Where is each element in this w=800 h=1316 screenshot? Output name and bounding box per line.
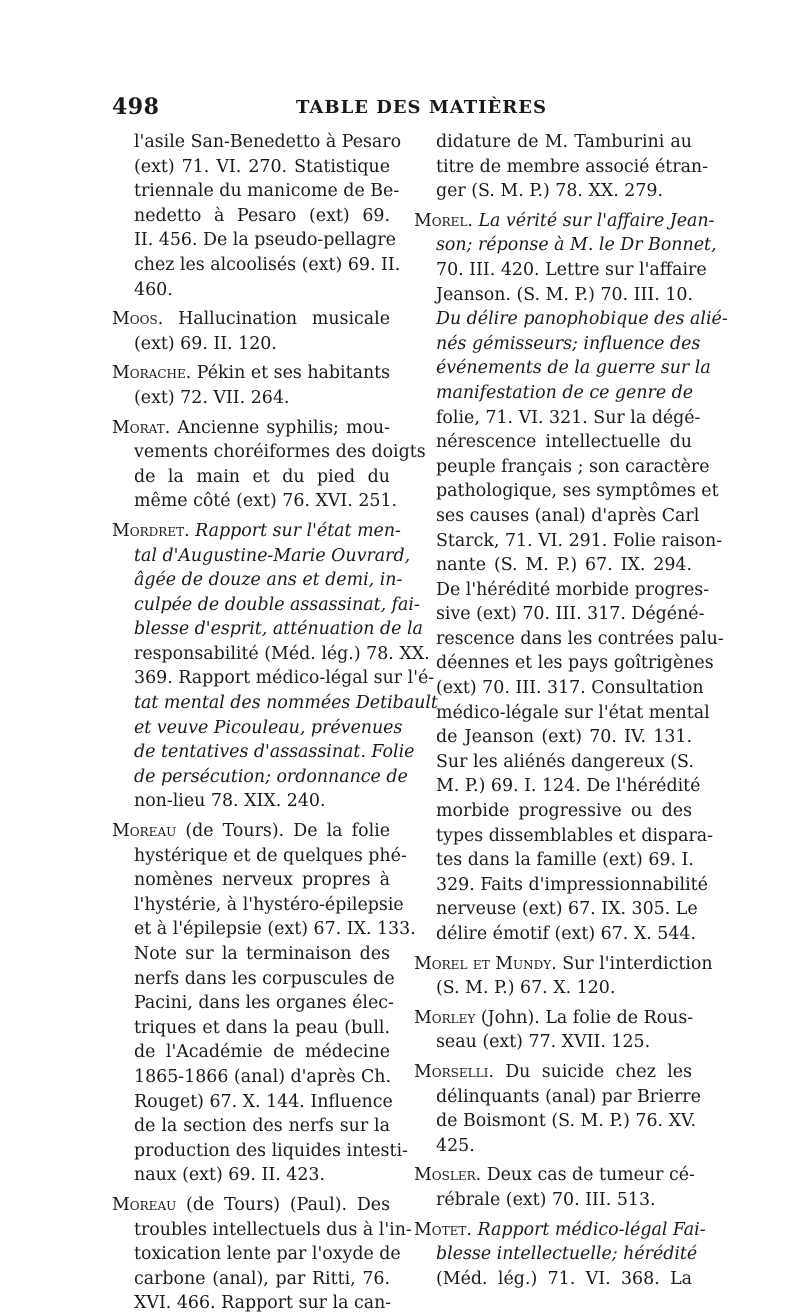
line-text: carbone (anal), par Ritti, 76. [134, 1268, 390, 1289]
index-text-line [112, 1016, 390, 1041]
index-text-line [414, 455, 710, 480]
line-text: seau (ext) 77. XVII. 125. [436, 1032, 651, 1053]
line-text: son; réponse à M. le Dr Bonnet, [436, 235, 717, 256]
line-text: titre de membre associé étran- [436, 156, 709, 177]
line-text: nerveuse (ext) 67. IX. 305. Le [436, 899, 698, 920]
index-text-line [112, 204, 390, 229]
line-text: de tentatives d'assassinat. Folie [134, 742, 415, 763]
line-text: 425. [436, 1135, 475, 1156]
index-text-line [112, 1114, 390, 1139]
index-text-line [112, 228, 396, 253]
line-text: (de Tours) (Paul). Des [176, 1194, 390, 1215]
index-text-line [112, 1040, 390, 1065]
line-text: Starck, 71. VI. 291. Folie raison- [436, 530, 723, 551]
index-text-line [414, 799, 692, 824]
index-text-line [414, 578, 710, 603]
index-text-line [112, 716, 403, 741]
entry-author-name: Mordret. [112, 520, 190, 541]
line-text: types dissemblables et dispara- [436, 825, 714, 846]
index-text-line [112, 868, 390, 893]
line-text: ger (S. M. P.) 78. XX. 279. [436, 181, 664, 202]
entry-author-name: Morache. [112, 363, 192, 384]
line-text: morbide progressive ou des [436, 801, 692, 822]
line-text: blesse d'esprit, atténuation de la [134, 619, 423, 640]
index-text-line [414, 848, 692, 873]
line-text: naux (ext) 69. II. 423. [134, 1165, 325, 1186]
index-entry-line [414, 952, 713, 977]
line-text: toxication lente par l'oxyde de [134, 1244, 401, 1265]
index-entry-line [112, 361, 390, 386]
line-text: de Boismont (S. M. P.) 76. XV. [436, 1111, 696, 1132]
line-text: 460. [134, 279, 173, 300]
line-text: de l'Académie de médecine [134, 1042, 390, 1063]
line-text: rescence dans les contrées palu- [436, 628, 724, 649]
line-text: blesse intellectuelle; hérédité [436, 1244, 698, 1265]
line-text: nés gémisseurs; influence des [436, 333, 701, 354]
index-text-line [112, 278, 390, 303]
line-text: vements choréiformes des doigts [134, 442, 426, 463]
entry-author-name: Morel. [414, 210, 473, 231]
index-text-line [414, 774, 701, 799]
line-text: nérescence intellectuelle du [436, 432, 692, 453]
index-text-line [112, 544, 411, 569]
index-text-line [414, 1188, 692, 1213]
line-text: Jeanson. (S. M. P.) 70. III. 10. [436, 284, 694, 305]
line-text: nomènes nerveux propres à [134, 870, 390, 891]
index-entry-line [414, 209, 715, 234]
index-text-line [112, 666, 435, 691]
index-text-line [414, 1242, 698, 1267]
line-text: II. 456. De la pseudo-pellagre [134, 230, 396, 251]
index-text-line [414, 430, 692, 455]
entry-author-name: Moos. [112, 309, 164, 330]
index-text-line [414, 1030, 692, 1055]
index-text-line [414, 283, 692, 308]
line-text: déennes et les pays goîtrigènes [436, 653, 714, 674]
index-text-line [112, 1065, 390, 1090]
entry-author-name: Moreau [112, 821, 177, 842]
line-text: (John). La folie de Rous- [475, 1007, 694, 1028]
line-text: médico-légale sur l'état mental [436, 702, 710, 723]
line-text: manifestation de ce genre de [436, 382, 694, 403]
line-text: hystérique et de quelques phé- [134, 845, 407, 866]
index-entry-line [112, 1193, 390, 1218]
line-text: rébrale (ext) 70. III. 513. [436, 1189, 656, 1210]
index-text-line [112, 1267, 390, 1292]
index-entry-line [414, 1163, 695, 1188]
line-text: pathologique, ses symptômes et [436, 481, 719, 502]
line-text: délinquants (anal) par Brierre [436, 1086, 701, 1107]
entry-author-name: Morat. [112, 417, 171, 438]
line-text: La vérité sur l'affaire Jean- [472, 210, 715, 231]
line-text: l'asile San-Benedetto à Pesaro [134, 132, 402, 152]
line-text: Ancienne syphilis; mou- [170, 417, 390, 438]
index-text-line [112, 1291, 390, 1316]
index-text-line [112, 1242, 401, 1267]
index-text-line [112, 179, 400, 204]
index-text-line [414, 381, 692, 406]
line-text: Note sur la terminaison des [134, 944, 390, 964]
index-entry-line [414, 1218, 706, 1243]
line-text: XVI. 466. Rapport sur la can- [134, 1293, 392, 1314]
line-text: et à l'épilepsie (ext) 67. IX. 133. [134, 919, 416, 940]
line-text: peuple français ; son caractère [436, 456, 710, 477]
running-head: TABLE DES MATIÈRES [296, 97, 547, 118]
index-text-line [414, 1085, 701, 1110]
entry-author-name: Mosler. [414, 1165, 482, 1186]
index-text-line [112, 440, 426, 465]
index-entry-line [112, 519, 401, 544]
line-text: tat mental des nommées Detibault [134, 693, 438, 714]
line-text: (ext) 72. VII. 264. [134, 387, 290, 408]
entry-author-name: Motet. [414, 1219, 472, 1240]
index-text-line [112, 1090, 393, 1115]
page-number: 498 [112, 94, 160, 120]
index-text-line [112, 617, 423, 642]
index-text-line [414, 873, 708, 898]
line-text: chez les alcoolisés (ext) 69. II. [134, 254, 401, 275]
index-text-line [112, 465, 390, 490]
index-text-line [112, 332, 390, 357]
entry-author-name: Morley [414, 1007, 476, 1028]
index-text-line [112, 1218, 412, 1243]
index-text-line [112, 130, 402, 155]
index-text-line [414, 553, 692, 578]
index-text-line [414, 701, 710, 726]
index-text-line [414, 179, 692, 204]
index-text-line [414, 976, 692, 1001]
index-text-line [414, 1267, 692, 1292]
line-text: âgée de douze ans et demi, in- [134, 570, 403, 591]
index-text-line [112, 991, 394, 1016]
index-text-line [414, 602, 705, 627]
line-text: M. P.) 69. I. 124. De l'hérédité [436, 776, 701, 797]
line-text: nante (S. M. P.) 67. IX. 294. [436, 555, 692, 576]
index-text-line [414, 676, 704, 701]
index-text-line [414, 897, 698, 922]
index-text-line [414, 750, 692, 775]
line-text: (ext) 70. III. 317. Consultation [436, 678, 704, 699]
line-text: culpée de double assassinat, fai- [134, 594, 420, 615]
line-text: 1865-1866 (anal) d'après Ch. [134, 1066, 392, 1087]
index-text-line [414, 356, 711, 381]
line-text: et veuve Picouleau, prévenues [134, 717, 403, 738]
line-text: de persécution; ordonnance de [134, 766, 408, 787]
index-entry-line [112, 819, 390, 844]
line-text: non-lieu 78. XIX. 240. [134, 791, 326, 812]
index-text-line [112, 691, 438, 716]
line-text: troubles intellectuels dus à l'in- [134, 1219, 412, 1240]
index-text-line [112, 253, 401, 278]
line-text: Sur les aliénés dangereux (S. [436, 751, 694, 772]
right-column [414, 130, 728, 1291]
line-text: Du suicide chez les [493, 1061, 692, 1082]
index-text-line [112, 1139, 408, 1164]
line-text: 369. Rapport médico-légal sur l'é- [134, 668, 435, 689]
index-text-line [112, 765, 408, 790]
line-text: Sur l'interdiction [556, 953, 713, 974]
line-text: nerfs dans les corpuscules de [134, 968, 395, 989]
line-text: (ext) 69. II. 120. [134, 333, 277, 354]
line-text: Du délire panophobique des alié- [436, 309, 728, 330]
line-text: nedetto à Pesaro (ext) 69. [134, 205, 390, 226]
line-text: (de Tours). De la folie [176, 821, 390, 842]
line-text: Pacini, dans les organes élec- [134, 993, 394, 1014]
index-text-line [414, 258, 707, 283]
index-text-line [414, 651, 714, 676]
index-text-line [112, 568, 403, 593]
line-text: De l'hérédité morbide progres- [436, 579, 710, 600]
line-text: événements de la guerre sur la [436, 358, 711, 379]
line-text: triennale du manicome de Be- [134, 181, 400, 202]
index-text-line [414, 406, 701, 431]
index-text-line [414, 332, 701, 357]
line-text: de la main et du pied du [134, 466, 390, 487]
index-text-line [414, 504, 700, 529]
line-text: 70. III. 420. Lettre sur l'affaire [436, 259, 707, 280]
index-entry-line [414, 1006, 692, 1031]
index-text-line [414, 627, 724, 652]
index-text-line [414, 155, 709, 180]
line-text: l'hystérie, à l'hystéro-épilepsie [134, 894, 404, 915]
line-text: même côté (ext) 76. XVI. 251. [134, 491, 398, 512]
line-text: de la section des nerfs sur la [134, 1116, 390, 1137]
line-text: responsabilité (Méd. lég.) 78. XX. [134, 643, 430, 664]
index-text-line [112, 489, 398, 514]
line-text: tal d'Augustine-Marie Ouvrard, [134, 545, 411, 566]
line-text: ses causes (anal) d'après Carl [436, 505, 700, 526]
index-text-line [414, 479, 719, 504]
line-text: Rapport sur l'état men- [189, 520, 401, 541]
line-text: délire émotif (ext) 67. X. 544. [436, 924, 696, 944]
line-text: tes dans la famille (ext) 69. I. [436, 850, 694, 871]
entry-author-name: Morel et Mundy. [414, 953, 557, 974]
index-text-line [414, 725, 692, 750]
index-text-line [112, 386, 390, 411]
index-text-line [112, 844, 407, 869]
index-text-line [112, 1163, 390, 1188]
index-text-line [112, 642, 430, 667]
index-text-line [112, 593, 420, 618]
line-text: Rapport médico-légal Fai- [471, 1219, 706, 1240]
index-text-line [414, 1109, 696, 1134]
index-text-line [414, 922, 696, 947]
index-text-line [112, 740, 415, 765]
index-text-line [414, 529, 723, 554]
index-text-line [414, 307, 728, 332]
index-text-line [414, 1134, 692, 1159]
index-text-line [414, 233, 717, 258]
line-text: (S. M. P.) 67. X. 120. [436, 978, 616, 999]
index-text-line [414, 824, 714, 849]
index-text-line [112, 967, 395, 992]
line-text: Hallucination musicale [163, 309, 390, 330]
index-text-line [112, 789, 390, 814]
line-text: 329. Faits d'impressionnabilité [436, 874, 708, 895]
line-text: de Jeanson (ext) 70. IV. 131. [436, 727, 692, 748]
index-entry-line [112, 307, 390, 332]
line-text: (Méd. lég.) 71. VI. 368. La [436, 1268, 692, 1289]
index-text-line [112, 942, 390, 967]
index-entry-line [414, 1060, 692, 1085]
line-text: Rouget) 67. X. 144. Influence [134, 1091, 393, 1112]
line-text: sive (ext) 70. III. 317. Dégéné- [436, 604, 705, 625]
index-text-line [112, 893, 404, 918]
index-text-line [414, 130, 692, 155]
index-text-line [112, 917, 416, 942]
left-column [112, 130, 438, 1316]
line-text: Deux cas de tumeur cé- [481, 1165, 695, 1186]
line-text: triques et dans la peau (bull. [134, 1017, 390, 1038]
index-text-line [112, 155, 390, 180]
index-entry-line [112, 416, 390, 441]
line-text: folie, 71. VI. 321. Sur la dégé- [436, 407, 701, 428]
entry-author-name: Moreau [112, 1194, 177, 1215]
line-text: Pékin et ses habitants [191, 363, 391, 384]
line-text: production des liquides intesti- [134, 1140, 408, 1161]
line-text: didature de M. Tamburini au [436, 132, 692, 152]
entry-author-name: Morselli. [414, 1061, 494, 1082]
line-text: (ext) 71. VI. 270. Statistique [134, 156, 390, 177]
